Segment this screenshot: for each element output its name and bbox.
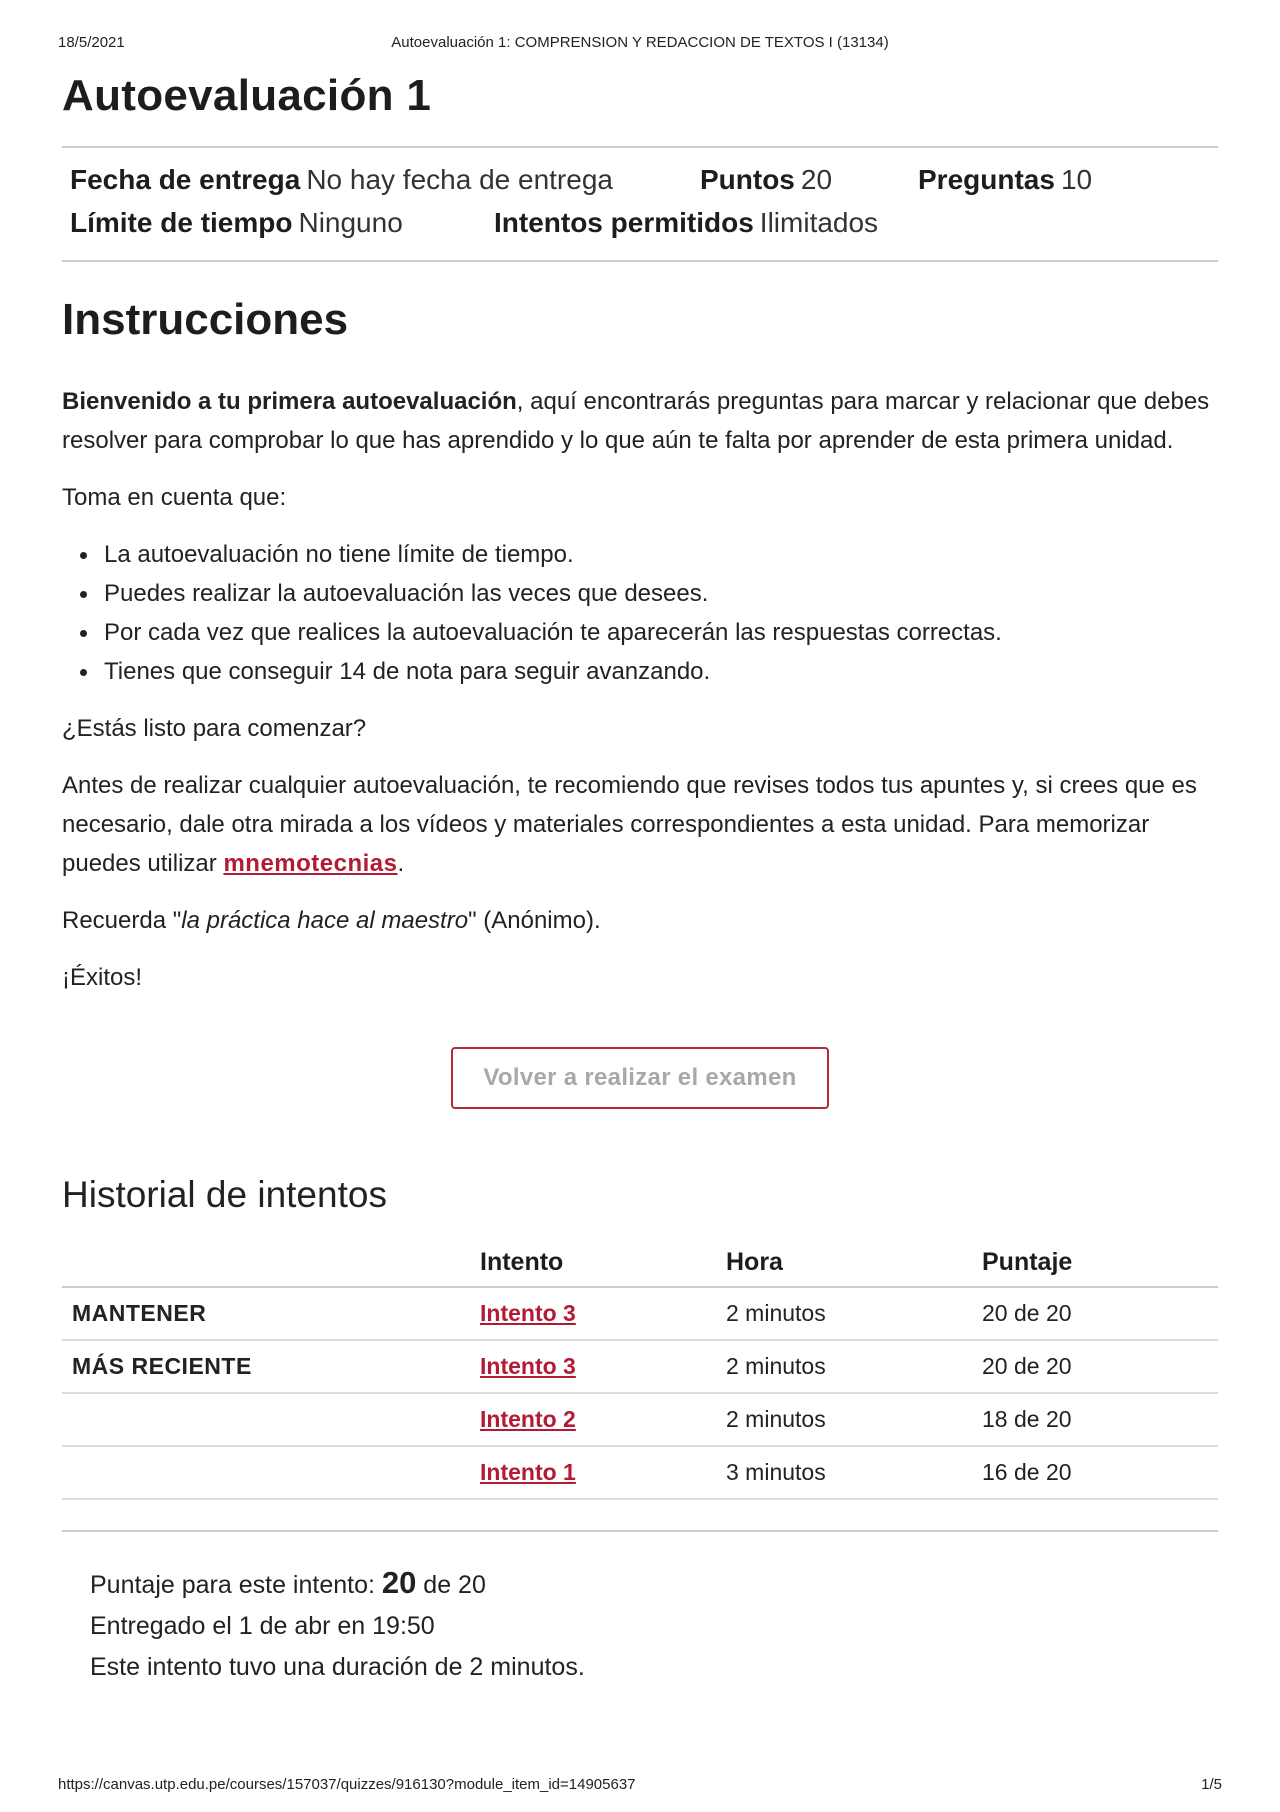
due-date-label: Fecha de entrega bbox=[70, 164, 301, 195]
page-url: https://canvas.utp.edu.pe/courses/157037/quizzes/916130?module_item_id=14905637 bbox=[58, 1776, 636, 1793]
attempt-time: 2 minutos bbox=[726, 1340, 982, 1393]
due-date-value: No hay fecha de entrega bbox=[306, 164, 613, 195]
attempt-time: 3 minutos bbox=[726, 1446, 982, 1499]
score-total: de 20 bbox=[416, 1571, 486, 1599]
quote-start: Recuerda " bbox=[62, 907, 182, 934]
attempt-link[interactable]: Intento 3 bbox=[480, 1353, 576, 1379]
table-row bbox=[62, 1446, 1218, 1499]
retake-quiz-button[interactable]: Volver a realizar el examen bbox=[451, 1047, 829, 1109]
table-row bbox=[62, 1340, 1218, 1393]
attempt-score: 20 de 20 bbox=[982, 1340, 1218, 1393]
page-title: Autoevaluación 1 bbox=[62, 71, 432, 120]
score-value: 20 bbox=[381, 1565, 417, 1600]
intro-text: , aquí encontrarás preguntas para marcar y relacionar que debes resolver para comprobar lo que has aprendido y lo que aún te falta por aprender de esta primera unidad. bbox=[62, 388, 1210, 454]
score-label: Puntaje para este intento: bbox=[90, 1571, 382, 1599]
attempt-link[interactable]: Intento 2 bbox=[480, 1406, 576, 1432]
table-row bbox=[62, 1287, 1218, 1340]
attempt-status: MANTENER bbox=[62, 1287, 480, 1340]
allowed-attempts-label: Intentos permitidos bbox=[494, 207, 754, 238]
advice-paragraph bbox=[62, 766, 1218, 883]
closing-text: ¡Éxitos! bbox=[62, 964, 143, 991]
advice-text: Antes de realizar cualquier autoevaluación, te recomiendo que revises todos tus apuntes y, si crees que es necesario, dale otra mirada a los vídeos y materiales correspondientes a esta unidad. Para memorizar puedes utilizar bbox=[62, 772, 1197, 877]
mnemotecnias-link[interactable]: mnemotecnias bbox=[223, 850, 398, 877]
time-limit-field bbox=[70, 203, 403, 243]
attempt-status bbox=[62, 1393, 480, 1446]
list-item: Tienes que conseguir 14 de nota para seguir avanzando. bbox=[104, 652, 1218, 691]
quote-paragraph bbox=[62, 901, 1218, 940]
attempt-link[interactable]: Intento 3 bbox=[480, 1300, 576, 1326]
page-number: 1/5 bbox=[1201, 1776, 1222, 1793]
attempt-status: MÁS RECIENTE bbox=[62, 1340, 480, 1393]
allowed-attempts-field bbox=[494, 203, 878, 243]
allowed-attempts-value: Ilimitados bbox=[759, 207, 879, 238]
attempt-status bbox=[62, 1446, 480, 1499]
attempt-score: 20 de 20 bbox=[982, 1287, 1218, 1340]
questions-label: Preguntas bbox=[918, 164, 1055, 195]
consider-text: Toma en cuenta que: bbox=[62, 484, 287, 511]
points-field bbox=[700, 160, 832, 200]
attempt-cell bbox=[480, 1287, 726, 1340]
due-date-field bbox=[70, 160, 613, 200]
attempt-summary bbox=[62, 1530, 1218, 1688]
attempt-score-line bbox=[90, 1562, 1218, 1606]
attempt-cell bbox=[480, 1393, 726, 1446]
print-document-title: Autoevaluación 1: COMPRENSION Y REDACCION DE TEXTOS I (13134) bbox=[391, 34, 889, 51]
attempt-cell bbox=[480, 1340, 726, 1393]
attempt-history-table bbox=[62, 1245, 1218, 1500]
attempt-time: 2 minutos bbox=[726, 1393, 982, 1446]
submitted-at: Entregado el 1 de abr en 19:50 bbox=[90, 1612, 435, 1640]
attempt-link[interactable]: Intento 1 bbox=[480, 1459, 576, 1485]
attempt-cell bbox=[480, 1446, 726, 1499]
quiz-details bbox=[62, 146, 1218, 262]
print-date: 18/5/2021 bbox=[58, 34, 125, 51]
instructions-title: Instrucciones bbox=[62, 295, 349, 344]
column-header-time: Hora bbox=[726, 1245, 982, 1287]
attempt-history-title: Historial de intentos bbox=[62, 1174, 387, 1215]
time-limit-value: Ninguno bbox=[298, 207, 403, 238]
questions-value: 10 bbox=[1060, 164, 1093, 195]
attempt-duration: Este intento tuvo una duración de 2 minutos. bbox=[90, 1653, 585, 1681]
intro-paragraph bbox=[62, 382, 1218, 460]
attempt-score: 16 de 20 bbox=[982, 1446, 1218, 1499]
quote-end: " (Anónimo). bbox=[468, 907, 601, 934]
questions-field bbox=[918, 160, 1092, 200]
quote-italic: la práctica hace al maestro bbox=[181, 907, 469, 934]
list-item: Puedes realizar la autoevaluación las veces que desees. bbox=[104, 574, 1218, 613]
rules-list bbox=[62, 535, 1218, 691]
quiz-content bbox=[62, 70, 1218, 1688]
points-value: 20 bbox=[800, 164, 833, 195]
table-row bbox=[62, 1393, 1218, 1446]
advice-end: . bbox=[397, 850, 405, 877]
attempt-score: 18 de 20 bbox=[982, 1393, 1218, 1446]
intro-bold-text: Bienvenido a tu primera autoevaluación bbox=[62, 388, 517, 415]
print-header bbox=[58, 34, 1222, 54]
list-item: Por cada vez que realices la autoevaluación te aparecerán las respuestas correctas. bbox=[104, 613, 1218, 652]
table-header-row bbox=[62, 1245, 1218, 1287]
instructions-body bbox=[62, 382, 1218, 997]
points-label: Puntos bbox=[700, 164, 795, 195]
attempt-time: 2 minutos bbox=[726, 1287, 982, 1340]
time-limit-label: Límite de tiempo bbox=[70, 207, 293, 238]
retake-container bbox=[62, 1047, 1218, 1111]
column-header-score: Puntaje bbox=[982, 1245, 1218, 1287]
list-item: La autoevaluación no tiene límite de tiempo. bbox=[104, 535, 1218, 574]
column-header-status bbox=[62, 1245, 480, 1287]
column-header-attempt: Intento bbox=[480, 1245, 726, 1287]
ready-question: ¿Estás listo para comenzar? bbox=[62, 715, 367, 742]
